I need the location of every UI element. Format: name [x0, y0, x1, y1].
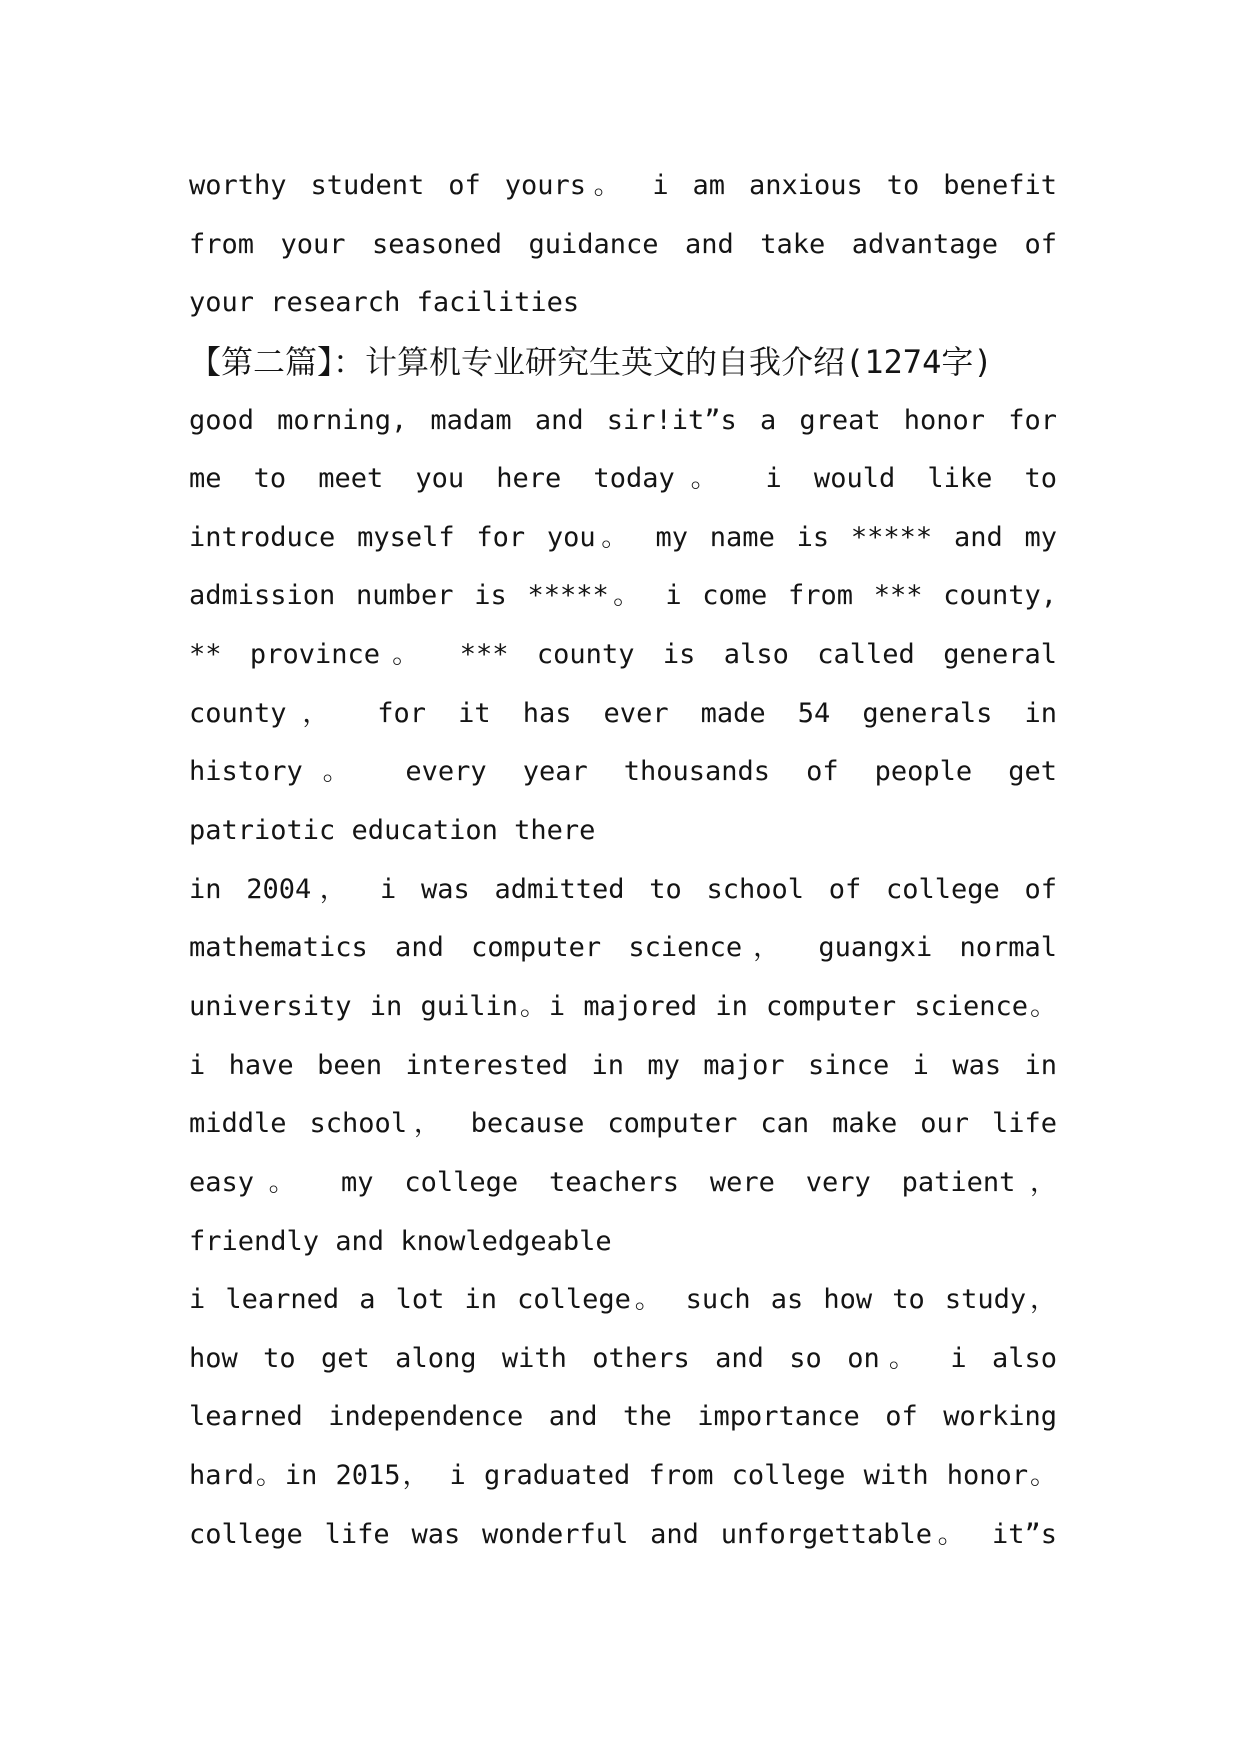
- paragraph-education: [189, 861, 1057, 1271]
- text-line: admission number is *****。 i come from *** county,: [189, 580, 1057, 612]
- text-line: from your seasoned guidance and take advantage of: [189, 228, 1057, 260]
- text-line: easy。 my college teachers were very patient，: [189, 1166, 1057, 1198]
- text-line: good morning, madam and sir!it”s a great honor for: [189, 404, 1057, 436]
- text-line: university in guilin。i majored in computer science。: [189, 990, 1057, 1022]
- text-line: i have been interested in my major since i was in: [189, 1049, 1057, 1081]
- text-line: worthy student of yours。 i am anxious to benefit: [189, 170, 1057, 201]
- text-line: how to get along with others and so on。 i also: [189, 1342, 1057, 1374]
- text-line: middle school， because computer can make our life: [189, 1108, 1057, 1140]
- text-line: history。 every year thousands of people get: [189, 756, 1057, 788]
- text-line: learned independence and the importance of working: [189, 1401, 1057, 1433]
- text-line: county， for it has ever made 54 generals in: [189, 697, 1057, 729]
- paragraph-continuation: [189, 157, 1057, 333]
- paragraph-college-life: [189, 1271, 1057, 1564]
- text-line: ** province。 *** county is also called general: [189, 639, 1057, 671]
- text-line: friendly and knowledgeable: [189, 1225, 612, 1257]
- paragraph-greeting: [189, 392, 1057, 861]
- text-line: me to meet you here today。 i would like to: [189, 463, 1057, 495]
- text-line: patriotic education there: [189, 815, 596, 847]
- text-line: in 2004， i was admitted to school of college of: [189, 873, 1057, 905]
- text-line: mathematics and computer science， guangxi normal: [189, 932, 1057, 964]
- section-heading: 【第二篇】：计算机专业研究生英文的自我介绍(1274字): [189, 342, 993, 381]
- text-line: i learned a lot in college。 such as how to study，: [189, 1284, 1057, 1316]
- text-line: hard。in 2015， i graduated from college with honor。: [189, 1460, 1057, 1492]
- text-line: college life was wonderful and unforgettable。 it”s: [189, 1518, 1057, 1550]
- text-line: introduce myself for you。 my name is ***** and my: [189, 521, 1057, 553]
- document-body: [189, 157, 1057, 1564]
- text-line: your research facilities: [189, 287, 580, 319]
